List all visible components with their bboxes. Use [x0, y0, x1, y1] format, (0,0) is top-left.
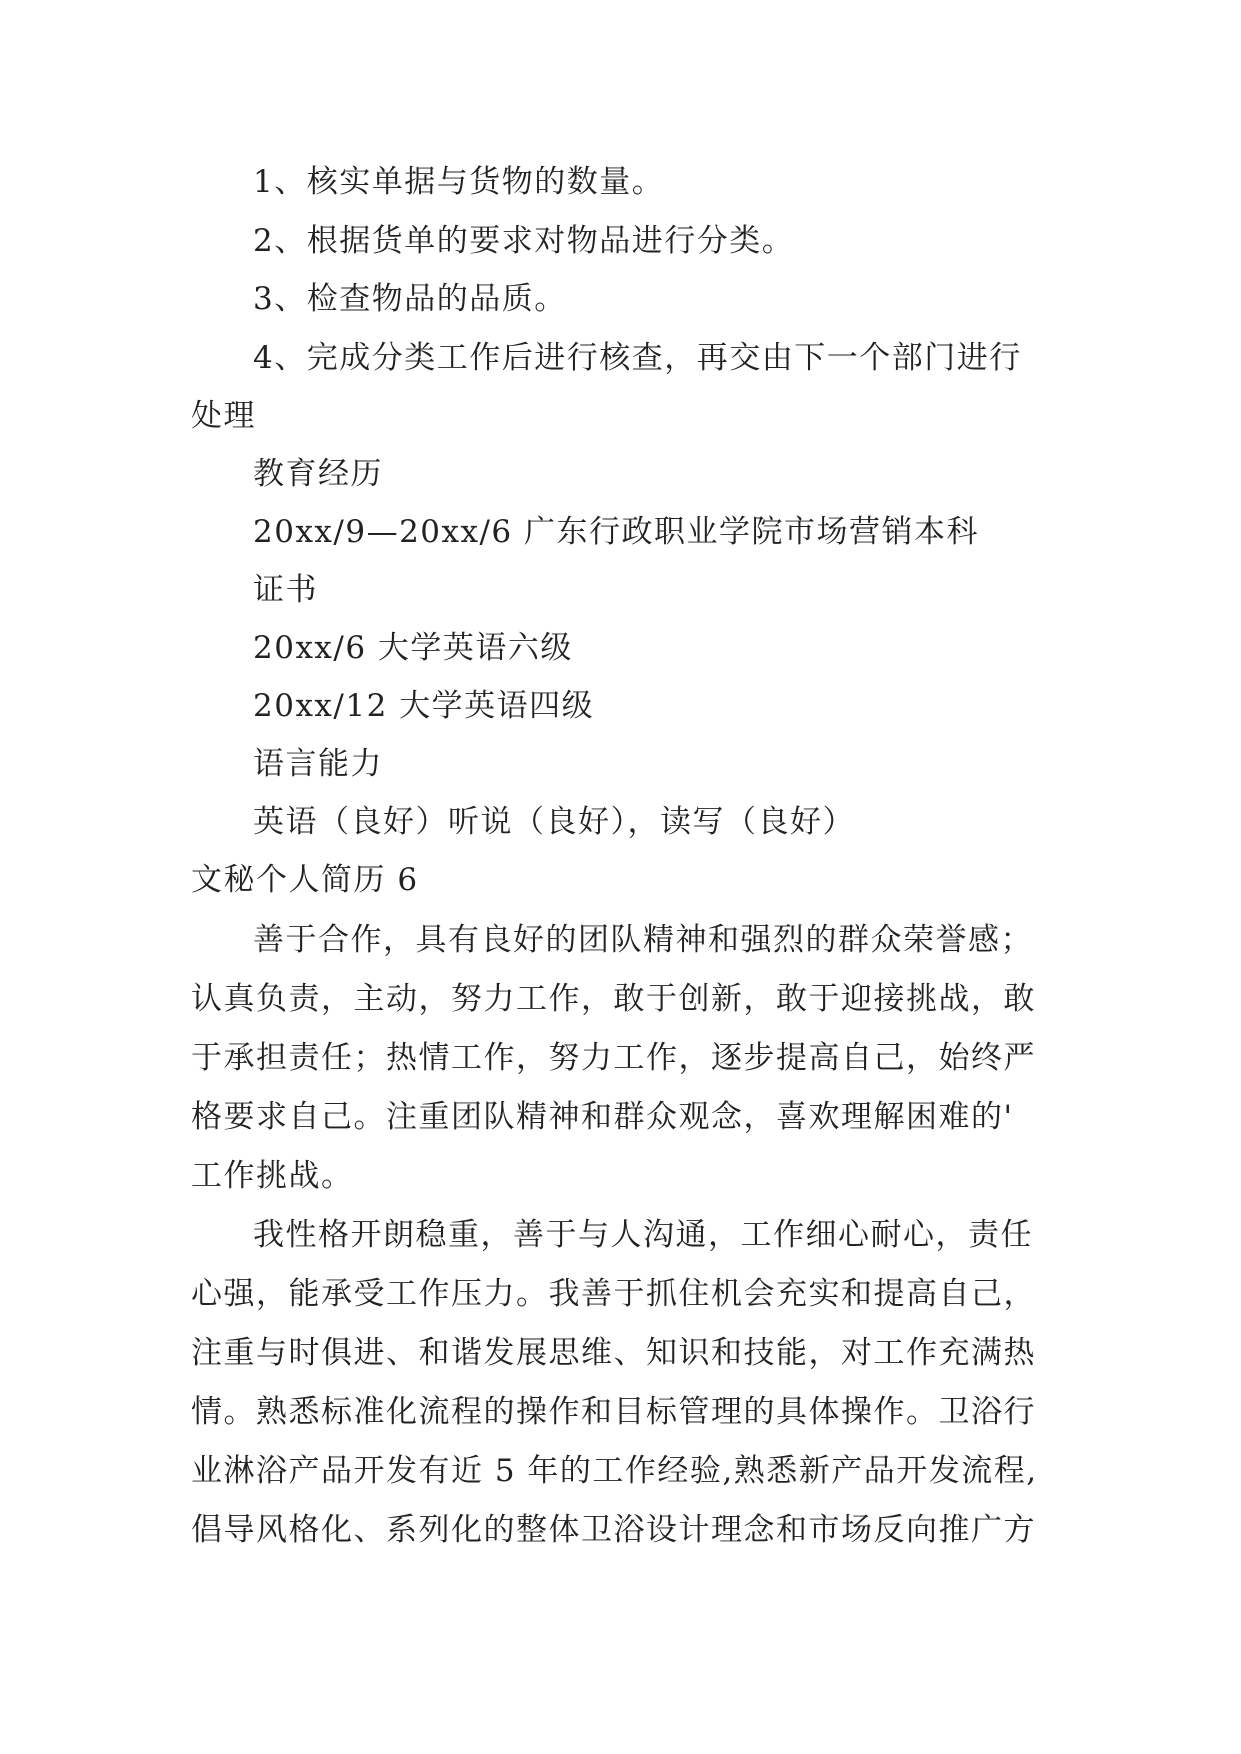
education-entry: 20xx/9—20xx/6 广东行政职业学院市场营销本科: [253, 514, 980, 550]
section-title: 文秘个人简历 6: [191, 862, 419, 898]
education-heading: 教育经历: [253, 456, 383, 492]
duty-item-1: 1、核实单据与货物的数量。: [253, 164, 665, 200]
language-heading: 语言能力: [253, 746, 383, 782]
paragraph-2-line-2: 心强，能承受工作压力。我善于抓住机会充实和提高自己，: [191, 1276, 1036, 1312]
paragraph-2-line-4: 情。熟悉标准化流程的操作和目标管理的具体操作。卫浴行: [191, 1394, 1036, 1430]
certificate-item-2: 20xx/12 大学英语四级: [253, 688, 595, 724]
paragraph-2-line-6: 倡导风格化、系列化的整体卫浴设计理念和市场反向推广方: [191, 1512, 1036, 1548]
duty-item-4-continuation: 处理: [191, 398, 256, 434]
duty-item-3: 3、检查物品的品质。: [253, 281, 567, 317]
paragraph-2-line-3: 注重与时俱进、和谐发展思维、知识和技能，对工作充满热: [191, 1335, 1036, 1371]
certificate-item-1: 20xx/6 大学英语六级: [253, 630, 573, 666]
paragraph-1-line-2: 认真负责，主动，努力工作，敢于创新，敢于迎接挑战，敢: [191, 981, 1036, 1017]
paragraph-1-line-4: 格要求自己。注重团队精神和群众观念，喜欢理解困难的': [191, 1099, 1014, 1135]
language-entry: 英语（良好）听说（良好），读写（良好）: [253, 804, 855, 840]
paragraph-1-line-1: 善于合作，具有良好的团队精神和强烈的群众荣誉感；: [253, 922, 1033, 958]
paragraph-2-line-5: 业淋浴产品开发有近 5 年的工作经验,熟悉新产品开发流程,: [191, 1453, 1038, 1489]
paragraph-1-line-3: 于承担责任；热情工作，努力工作，逐步提高自己，始终严: [191, 1040, 1036, 1076]
certificates-heading: 证书: [253, 572, 318, 608]
paragraph-2-line-1: 我性格开朗稳重，善于与人沟通，工作细心耐心，责任: [253, 1217, 1033, 1253]
duty-item-4: 4、完成分类工作后进行核查，再交由下一个部门进行: [253, 340, 1022, 376]
duty-item-2: 2、根据货单的要求对物品进行分类。: [253, 223, 795, 259]
paragraph-1-line-5: 工作挑战。: [191, 1158, 354, 1194]
